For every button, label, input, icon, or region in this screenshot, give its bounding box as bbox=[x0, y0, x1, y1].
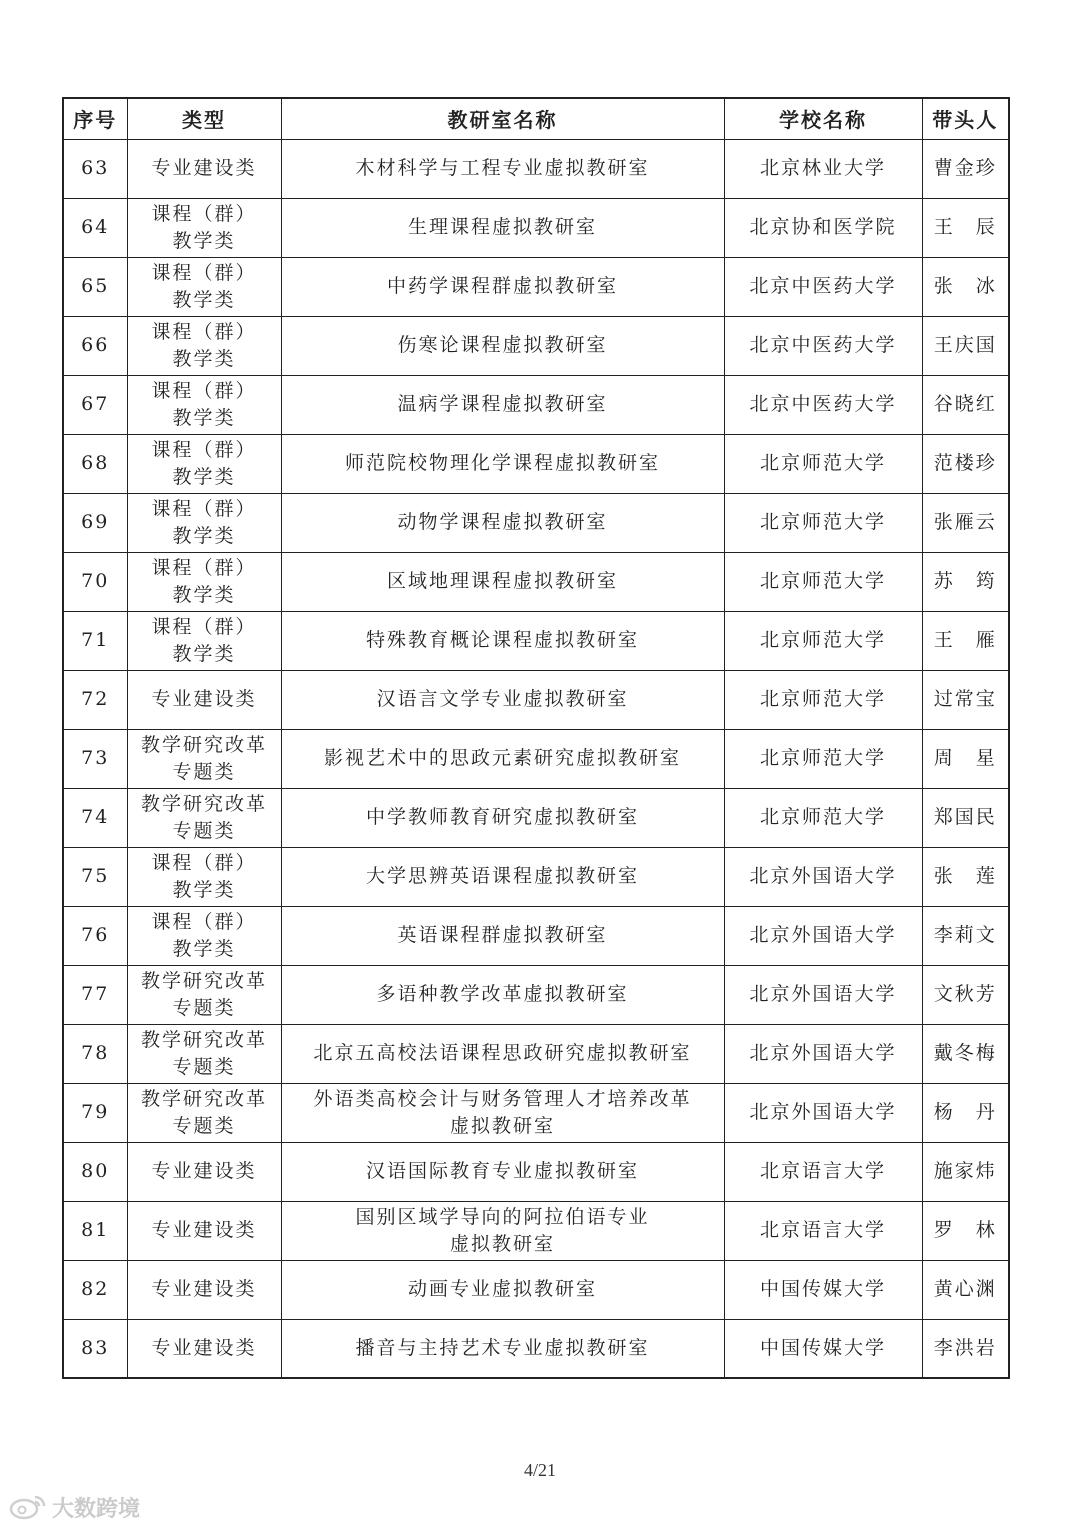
row-type bbox=[127, 847, 281, 906]
row-leader: 文秋芳 bbox=[922, 965, 1009, 1024]
row-type bbox=[127, 198, 281, 257]
row-type-line: 课程（群） bbox=[151, 438, 257, 461]
row-type bbox=[127, 1319, 281, 1378]
row-type-line: 课程（群） bbox=[151, 851, 257, 874]
row-leader: 施家炜 bbox=[922, 1142, 1009, 1201]
row-type bbox=[127, 1083, 281, 1142]
header-serial: 序号 bbox=[63, 98, 127, 139]
row-serial: 69 bbox=[63, 493, 127, 552]
row-serial: 64 bbox=[63, 198, 127, 257]
row-type-line: 专业建设类 bbox=[151, 1219, 257, 1241]
table-row bbox=[63, 965, 1009, 1024]
row-serial: 72 bbox=[63, 670, 127, 729]
row-office-name-line: 中学教师教育研究虚拟教研室 bbox=[365, 806, 639, 828]
page-number: 4/21 bbox=[523, 1460, 556, 1480]
header-office-name: 教研室名称 bbox=[281, 98, 724, 139]
row-leader: 杨 丹 bbox=[922, 1083, 1009, 1142]
table-row bbox=[63, 1083, 1009, 1142]
row-office-name-line: 温病学课程虚拟教研室 bbox=[397, 393, 608, 415]
row-serial: 74 bbox=[63, 788, 127, 847]
row-type bbox=[127, 1201, 281, 1260]
row-serial: 70 bbox=[63, 552, 127, 611]
row-type-line: 专题类 bbox=[172, 996, 236, 1019]
row-type bbox=[127, 1260, 281, 1319]
row-school-name: 北京林业大学 bbox=[724, 139, 922, 198]
row-office-name bbox=[281, 788, 724, 847]
row-type-line: 教学研究改革 bbox=[140, 733, 267, 756]
table-row bbox=[63, 198, 1009, 257]
row-office-name bbox=[281, 729, 724, 788]
row-type-line: 教学研究改革 bbox=[140, 969, 267, 992]
row-office-name-line: 木材科学与工程专业虚拟教研室 bbox=[355, 157, 650, 179]
row-office-name bbox=[281, 1201, 724, 1260]
row-serial: 83 bbox=[63, 1319, 127, 1378]
row-serial: 73 bbox=[63, 729, 127, 788]
table-row bbox=[63, 1319, 1009, 1378]
row-type bbox=[127, 493, 281, 552]
row-type-line: 教学类 bbox=[172, 642, 236, 665]
row-leader: 范楼珍 bbox=[922, 434, 1009, 493]
row-school-name: 北京外国语大学 bbox=[724, 965, 922, 1024]
table-body bbox=[63, 139, 1009, 1378]
row-serial: 66 bbox=[63, 316, 127, 375]
row-type bbox=[127, 729, 281, 788]
row-type-line: 教学研究改革 bbox=[140, 1028, 267, 1051]
row-type bbox=[127, 139, 281, 198]
row-type-line: 教学类 bbox=[172, 347, 236, 370]
row-school-name: 北京语言大学 bbox=[724, 1142, 922, 1201]
row-school-name: 北京师范大学 bbox=[724, 670, 922, 729]
row-school-name: 北京中医药大学 bbox=[724, 316, 922, 375]
table-row bbox=[63, 1201, 1009, 1260]
row-school-name: 北京外国语大学 bbox=[724, 1024, 922, 1083]
row-leader: 张雁云 bbox=[922, 493, 1009, 552]
row-office-name bbox=[281, 1142, 724, 1201]
row-leader: 郑国民 bbox=[922, 788, 1009, 847]
row-leader: 罗 林 bbox=[922, 1201, 1009, 1260]
row-type bbox=[127, 906, 281, 965]
row-type-line: 课程（群） bbox=[151, 320, 257, 343]
row-office-name-line: 汉语言文学专业虚拟教研室 bbox=[376, 688, 629, 710]
row-school-name: 北京中医药大学 bbox=[724, 375, 922, 434]
row-school-name: 中国传媒大学 bbox=[724, 1319, 922, 1378]
row-office-name-line: 特殊教育概论课程虚拟教研室 bbox=[365, 629, 639, 651]
table-row bbox=[63, 611, 1009, 670]
row-type-line: 专题类 bbox=[172, 819, 236, 842]
row-leader: 周 星 bbox=[922, 729, 1009, 788]
header-type: 类型 bbox=[127, 98, 281, 139]
row-type-line: 专业建设类 bbox=[151, 1160, 257, 1182]
table-row bbox=[63, 139, 1009, 198]
row-type-line: 课程（群） bbox=[151, 497, 257, 520]
table-row bbox=[63, 847, 1009, 906]
row-office-name bbox=[281, 552, 724, 611]
row-type-line: 专业建设类 bbox=[151, 1278, 257, 1300]
row-school-name: 中国传媒大学 bbox=[724, 1260, 922, 1319]
virtual-teaching-office-table bbox=[62, 97, 1010, 1379]
table-row bbox=[63, 906, 1009, 965]
table-row bbox=[63, 788, 1009, 847]
row-office-name-line: 国别区域学导向的阿拉伯语专业 bbox=[355, 1205, 650, 1228]
table-row bbox=[63, 434, 1009, 493]
table-row bbox=[63, 493, 1009, 552]
row-office-name-line: 外语类高校会计与财务管理人才培养改革 bbox=[313, 1087, 692, 1110]
watermark-text: 大数跨境 bbox=[52, 1496, 141, 1522]
row-school-name: 北京师范大学 bbox=[724, 788, 922, 847]
row-type bbox=[127, 1024, 281, 1083]
row-office-name-line: 大学思辨英语课程虚拟教研室 bbox=[365, 865, 639, 887]
row-school-name: 北京中医药大学 bbox=[724, 257, 922, 316]
row-serial: 80 bbox=[63, 1142, 127, 1201]
row-school-name: 北京师范大学 bbox=[724, 434, 922, 493]
row-office-name-line: 动物学课程虚拟教研室 bbox=[397, 511, 608, 533]
row-leader: 戴冬梅 bbox=[922, 1024, 1009, 1083]
row-office-name-line: 英语课程群虚拟教研室 bbox=[397, 924, 608, 946]
row-office-name-line: 动画专业虚拟教研室 bbox=[407, 1278, 597, 1300]
row-school-name: 北京师范大学 bbox=[724, 611, 922, 670]
row-office-name bbox=[281, 670, 724, 729]
row-type-line: 教学类 bbox=[172, 288, 236, 311]
table-row bbox=[63, 1142, 1009, 1201]
row-office-name bbox=[281, 1083, 724, 1142]
row-office-name bbox=[281, 316, 724, 375]
row-type-line: 专业建设类 bbox=[151, 157, 257, 179]
row-type-line: 专题类 bbox=[172, 1114, 236, 1137]
row-leader: 曹金珍 bbox=[922, 139, 1009, 198]
row-leader: 李莉文 bbox=[922, 906, 1009, 965]
weibo-logo-icon bbox=[8, 1494, 48, 1520]
row-serial: 76 bbox=[63, 906, 127, 965]
header-school-name: 学校名称 bbox=[724, 98, 922, 139]
table-row bbox=[63, 375, 1009, 434]
row-type bbox=[127, 1142, 281, 1201]
row-serial: 67 bbox=[63, 375, 127, 434]
row-leader: 王庆国 bbox=[922, 316, 1009, 375]
row-type-line: 教学类 bbox=[172, 583, 236, 606]
row-office-name-line: 生理课程虚拟教研室 bbox=[407, 216, 597, 238]
row-office-name-line: 多语种教学改革虚拟教研室 bbox=[376, 983, 629, 1005]
row-serial: 79 bbox=[63, 1083, 127, 1142]
table-row bbox=[63, 1260, 1009, 1319]
row-office-name-line: 播音与主持艺术专业虚拟教研室 bbox=[355, 1336, 650, 1359]
row-leader: 王 雁 bbox=[922, 611, 1009, 670]
row-type bbox=[127, 434, 281, 493]
row-school-name: 北京师范大学 bbox=[724, 729, 922, 788]
row-type-line: 课程（群） bbox=[151, 261, 257, 284]
row-school-name: 北京外国语大学 bbox=[724, 1083, 922, 1142]
row-type-line: 课程（群） bbox=[151, 910, 257, 933]
row-office-name-line: 北京五高校法语课程思政研究虚拟教研室 bbox=[313, 1042, 692, 1064]
row-type-line: 教学类 bbox=[172, 229, 236, 252]
row-type-line: 课程（群） bbox=[151, 202, 257, 225]
row-office-name bbox=[281, 847, 724, 906]
table-row bbox=[63, 552, 1009, 611]
row-office-name-line: 区域地理课程虚拟教研室 bbox=[386, 570, 618, 592]
row-type bbox=[127, 670, 281, 729]
row-office-name-line: 汉语国际教育专业虚拟教研室 bbox=[365, 1160, 639, 1182]
row-serial: 78 bbox=[63, 1024, 127, 1083]
table-row bbox=[63, 257, 1009, 316]
row-type-line: 专题类 bbox=[172, 760, 236, 783]
row-type bbox=[127, 965, 281, 1024]
row-serial: 71 bbox=[63, 611, 127, 670]
row-leader: 苏 筠 bbox=[922, 552, 1009, 611]
row-type bbox=[127, 788, 281, 847]
row-office-name bbox=[281, 965, 724, 1024]
row-office-name-line: 虚拟教研室 bbox=[449, 1232, 555, 1255]
row-office-name bbox=[281, 906, 724, 965]
row-type bbox=[127, 316, 281, 375]
row-office-name bbox=[281, 1024, 724, 1083]
row-type bbox=[127, 552, 281, 611]
table-header-row bbox=[63, 98, 1009, 139]
row-type-line: 专业建设类 bbox=[151, 688, 257, 710]
row-leader: 谷晓红 bbox=[922, 375, 1009, 434]
row-type-line: 专题类 bbox=[172, 1055, 236, 1078]
row-office-name bbox=[281, 1319, 724, 1378]
row-type bbox=[127, 611, 281, 670]
row-type-line: 课程（群） bbox=[151, 379, 257, 402]
table-row bbox=[63, 316, 1009, 375]
row-serial: 81 bbox=[63, 1201, 127, 1260]
row-serial: 68 bbox=[63, 434, 127, 493]
row-leader: 李洪岩 bbox=[922, 1319, 1009, 1378]
row-type-line: 教学类 bbox=[172, 937, 236, 960]
row-serial: 77 bbox=[63, 965, 127, 1024]
row-type-line: 课程（群） bbox=[151, 556, 257, 579]
row-type-line: 专业建设类 bbox=[151, 1336, 257, 1359]
table-row bbox=[63, 729, 1009, 788]
row-office-name bbox=[281, 434, 724, 493]
row-type-line: 教学类 bbox=[172, 465, 236, 488]
row-type-line: 教学类 bbox=[172, 878, 236, 901]
table-row bbox=[63, 670, 1009, 729]
row-serial: 75 bbox=[63, 847, 127, 906]
watermark bbox=[8, 1490, 140, 1524]
row-school-name: 北京协和医学院 bbox=[724, 198, 922, 257]
row-office-name-line: 伤寒论课程虚拟教研室 bbox=[397, 334, 608, 356]
row-serial: 82 bbox=[63, 1260, 127, 1319]
row-office-name-line: 中药学课程群虚拟教研室 bbox=[386, 275, 618, 297]
row-office-name-line: 师范院校物理化学课程虚拟教研室 bbox=[344, 452, 660, 474]
row-office-name-line: 虚拟教研室 bbox=[449, 1114, 555, 1137]
row-leader: 王 辰 bbox=[922, 198, 1009, 257]
row-school-name: 北京外国语大学 bbox=[724, 847, 922, 906]
row-office-name bbox=[281, 375, 724, 434]
row-office-name bbox=[281, 139, 724, 198]
row-type-line: 教学研究改革 bbox=[140, 1087, 267, 1110]
row-office-name bbox=[281, 1260, 724, 1319]
row-leader: 黄心渊 bbox=[922, 1260, 1009, 1319]
table-row bbox=[63, 1024, 1009, 1083]
row-type-line: 教学研究改革 bbox=[140, 792, 267, 815]
header-leader: 带头人 bbox=[922, 98, 1009, 139]
row-leader: 张 莲 bbox=[922, 847, 1009, 906]
row-type-line: 教学类 bbox=[172, 406, 236, 429]
row-leader: 过常宝 bbox=[922, 670, 1009, 729]
row-serial: 65 bbox=[63, 257, 127, 316]
row-leader: 张 冰 bbox=[922, 257, 1009, 316]
row-office-name bbox=[281, 493, 724, 552]
row-office-name-line: 影视艺术中的思政元素研究虚拟教研室 bbox=[323, 747, 681, 769]
row-type-line: 课程（群） bbox=[151, 615, 257, 638]
row-type bbox=[127, 257, 281, 316]
row-office-name bbox=[281, 611, 724, 670]
row-school-name: 北京师范大学 bbox=[724, 493, 922, 552]
row-serial: 63 bbox=[63, 139, 127, 198]
row-office-name bbox=[281, 257, 724, 316]
row-school-name: 北京外国语大学 bbox=[724, 906, 922, 965]
row-office-name bbox=[281, 198, 724, 257]
row-school-name: 北京师范大学 bbox=[724, 552, 922, 611]
row-type bbox=[127, 375, 281, 434]
row-type-line: 教学类 bbox=[172, 524, 236, 547]
row-school-name: 北京语言大学 bbox=[724, 1201, 922, 1260]
